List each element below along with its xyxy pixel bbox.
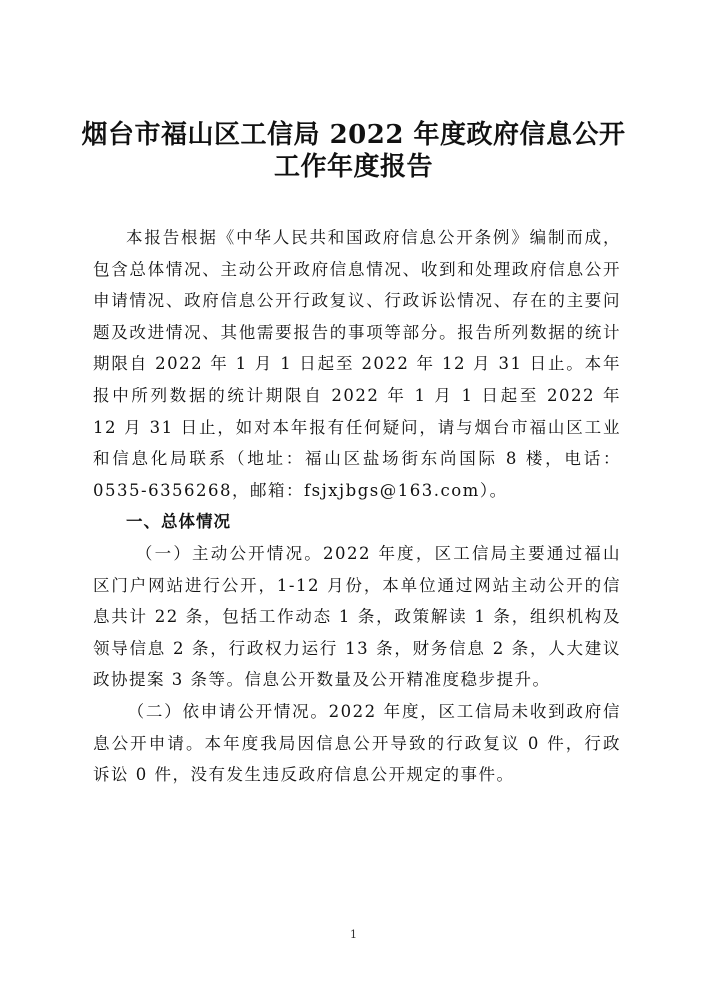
paragraph-request-disclosure: （二）依申请公开情况。2022 年度，区工信局未收到政府信息公开申请。本年度我局因信息公开导致的行政复议 0 件，行政诉讼 0 件，没有发生违反政府信息公开规定的事件。	[93, 701, 621, 785]
paragraph-active-disclosure: （一）主动公开情况。2022 年度，区工信局主要通过福山区门户网站进行公开，1-12 月份，本单位通过网站主动公开的信息共计 22 条，包括工作动态 1 条，政策解读 1 条，组织机构及领导信息 2 条，行政权力运行 13 条，财务信息 2 条，人大建议政协提案 3 条等。信息公开数量及公开精准度稳步提升。	[93, 543, 621, 690]
section-heading-overview: 一、总体情况	[126, 512, 231, 532]
document-title-line-1: 烟台市福山区工信局 2022 年度政府信息公开	[81, 120, 626, 150]
document-body	[93, 222, 621, 791]
document-title-line-2: 工作年度报告	[273, 152, 433, 182]
page-number: 1	[350, 928, 357, 941]
intro-paragraph: 本报告根据《中华人民共和国政府信息公开条例》编制而成，包含总体情况、主动公开政府信息情况、收到和处理政府信息公开申请情况、政府信息公开行政复议、行政诉讼情况、存在的主要问题及改进情况、其他需要报告的事项等部分。报告所列数据的统计期限自 2022 年 1 月 1 日起至 2022 年 12 月 31 日止。本年报中所列数据的统计期限自 2022 年 1 月 1 日起至 2022 年 12 月 31 日止，如对本年报有任何疑问，请与烟台市福山区工业和信息化局联系（地址：福山区盐场街东尚国际 8 楼，电话：0535-6356268，邮箱：fsjxjbgs@163.com）。	[93, 228, 621, 500]
